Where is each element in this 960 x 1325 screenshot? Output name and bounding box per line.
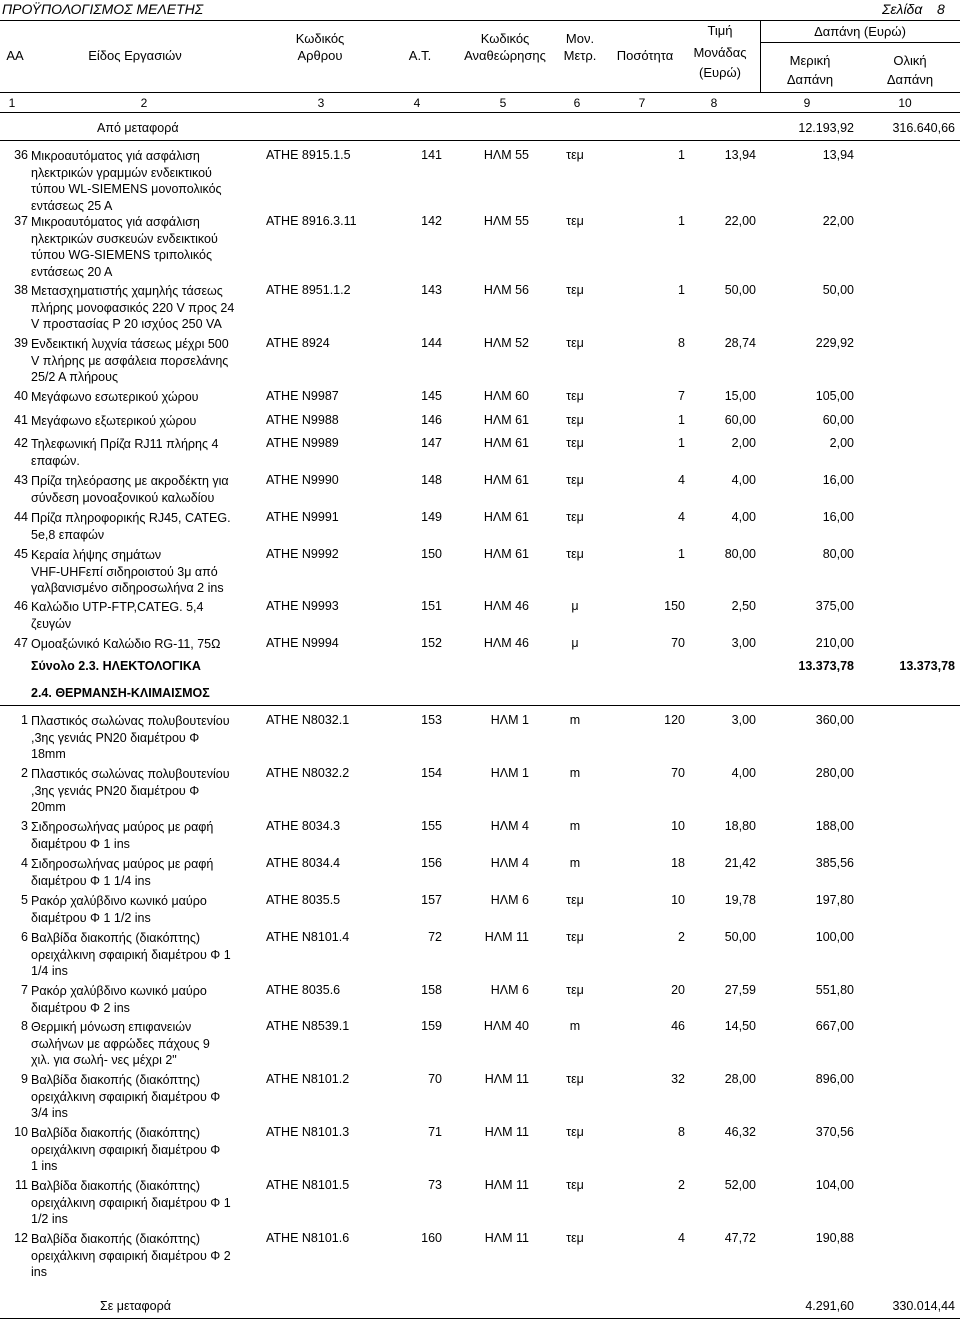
col-unit-price-1: Τιμή xyxy=(707,23,733,38)
row-description: Βαλβίδα διακοπής (διακόπτης) ορειχάλκινη σφαιρική διαμέτρου Φ 1 1/4 ins xyxy=(31,931,231,978)
row-at: 143 xyxy=(421,283,442,297)
row-description: Βαλβίδα διακοπής (διακόπτης) ορειχάλκινη σφαιρική διαμέτρου Φ 1 ins xyxy=(31,1126,221,1173)
row-number: 8 xyxy=(21,1019,28,1033)
row-article-code: ΑΤΗΕ Ν9989 xyxy=(266,436,339,450)
row-quantity: 1 xyxy=(678,413,685,427)
row-unit-price: 15,00 xyxy=(724,389,756,403)
row-unit-price: 27,59 xyxy=(724,983,756,997)
col-cost-group: Δαπάνη (Ευρώ) xyxy=(814,24,906,39)
row-number: 9 xyxy=(21,1072,28,1086)
row-at: 150 xyxy=(421,547,442,561)
row-at: 151 xyxy=(421,599,442,613)
row-partial: 13,94 xyxy=(822,148,854,162)
header-top-rule xyxy=(0,20,960,21)
row-partial: 16,00 xyxy=(822,510,854,524)
row-article-code: ΑΤΗΕ Ν9988 xyxy=(266,413,339,427)
row-at: 147 xyxy=(421,436,442,450)
row-quantity: 1 xyxy=(678,283,685,297)
page-number: 8 xyxy=(937,1,945,17)
carry-out-rule xyxy=(0,1318,960,1319)
row-revision-code: ΗΛΜ 11 xyxy=(484,1125,529,1139)
row-number: 44 xyxy=(14,510,28,524)
row-unit: τεμ xyxy=(566,436,584,450)
row-description: Μικροαυτόματος γιά ασφάλιση ηλεκτρικών γραμμών ενδεικτικού τύπου WL-SIEMENS μονοπολικός εντάσεως 25 Α xyxy=(31,149,222,213)
row-unit-price: 22,00 xyxy=(724,214,756,228)
row-unit: τεμ xyxy=(566,214,584,228)
row-revision-code: ΗΛΜ 55 xyxy=(483,214,529,228)
col-total-1: Ολική xyxy=(893,53,927,68)
row-description: Σιδηροσωλήνας μαύρος με ραφή διαμέτρου Φ 1 1/4 ins xyxy=(31,857,214,888)
row-unit-price: 3,00 xyxy=(731,636,756,650)
row-article-code: ΑΤΗΕ Ν8101.6 xyxy=(266,1231,350,1245)
row-partial: 16,00 xyxy=(822,473,854,487)
row-article-code: ΑΤΗΕ Ν9992 xyxy=(266,547,339,561)
row-quantity: 120 xyxy=(664,713,685,727)
row-partial: 385,56 xyxy=(815,856,854,870)
row-description: Ενδεικτική λυχνία τάσεως μέχρι 500 V πλήρης με ασφάλεια πορσελάνης 25/2 Α πλήρους xyxy=(31,337,229,384)
row-article-code: ΑΤΗΕ Ν9987 xyxy=(266,389,339,403)
row-article-code: ΑΤΗΕ Ν8101.3 xyxy=(266,1125,350,1139)
row-revision-code: ΗΛΜ 11 xyxy=(484,1231,529,1245)
row-unit-price: 4,00 xyxy=(731,473,756,487)
column-number: 9 xyxy=(803,96,811,110)
row-unit-price: 2,00 xyxy=(731,436,756,450)
row-unit: τεμ xyxy=(566,1178,584,1192)
row-quantity: 10 xyxy=(671,819,685,833)
row-revision-code: ΗΛΜ 52 xyxy=(483,336,529,350)
row-unit-price: 4,00 xyxy=(731,510,756,524)
row-number: 40 xyxy=(14,389,28,403)
subtotal-partial: 13.373,78 xyxy=(798,659,854,673)
row-unit: m xyxy=(569,856,581,870)
row-partial: 100,00 xyxy=(815,930,854,944)
row-description: Μετασχηματιστής χαμηλής τάσεως πλήρης μονοφασικός 220 V προς 24 V προστασίας P 20 ισχύος 250 VA xyxy=(31,284,235,331)
row-quantity: 70 xyxy=(671,636,685,650)
row-article-code: ΑΤΗΕ Ν8101.2 xyxy=(266,1072,350,1086)
section-heading: 2.4. ΘΕΡΜΑΝΣΗ-ΚΛΙΜΑΙΣΜΟΣ xyxy=(31,686,210,700)
row-unit: μ xyxy=(571,636,579,650)
row-revision-code: ΗΛΜ 46 xyxy=(483,599,529,613)
row-at: 152 xyxy=(421,636,442,650)
row-quantity: 4 xyxy=(678,1231,685,1245)
row-revision-code: ΗΛΜ 61 xyxy=(483,473,529,487)
row-unit: m xyxy=(569,713,581,727)
row-article-code: ΑΤΗΕ Ν8539.1 xyxy=(266,1019,350,1033)
row-article-code: ΑΤΗΕ Ν9991 xyxy=(266,510,339,524)
column-number: 2 xyxy=(140,96,148,110)
row-quantity: 2 xyxy=(678,1178,685,1192)
col-article-code-1: Κωδικός xyxy=(295,31,345,46)
row-article-code: ΑΤΗΕ Ν8032.2 xyxy=(266,766,350,780)
col-partial-1: Μερική xyxy=(789,53,831,68)
row-unit-price: 80,00 xyxy=(724,547,756,561)
row-partial: 370,56 xyxy=(815,1125,854,1139)
row-at: 144 xyxy=(421,336,442,350)
row-partial: 896,00 xyxy=(815,1072,854,1086)
row-quantity: 2 xyxy=(678,930,685,944)
col-partial-2: Δαπάνη xyxy=(786,72,834,87)
row-number: 10 xyxy=(14,1125,28,1139)
row-partial: 190,88 xyxy=(815,1231,854,1245)
row-article-code: ΑΤΗΕ 8916.3.11 xyxy=(266,214,357,228)
row-quantity: 20 xyxy=(671,983,685,997)
row-number: 7 xyxy=(21,983,28,997)
column-number: 10 xyxy=(898,96,912,110)
row-description: Πλαστικός σωλώνας πολυβουτενίου ,3ης γενιάς PN20 διαμέτρου Φ 18mm xyxy=(31,714,230,761)
row-description: Βαλβίδα διακοπής (διακόπτης) ορειχάλκινη σφαιρική διαμέτρου Φ 3/4 ins xyxy=(31,1073,221,1120)
row-at: 153 xyxy=(421,713,442,727)
row-article-code: ΑΤΗΕ 8915.1.5 xyxy=(266,148,351,162)
row-article-code: ΑΤΗΕ Ν8101.5 xyxy=(266,1178,350,1192)
row-description: Ρακόρ χαλύβδινο κωνικό μαύρο διαμέτρου Φ 2 ins xyxy=(31,984,207,1015)
row-description: Μεγάφωνο εσωτερικού χώρου xyxy=(31,390,199,404)
row-revision-code: ΗΛΜ 11 xyxy=(484,1178,529,1192)
row-description: Πρίζα τηλεόρασης με ακροδέκτη για σύνδεση μονοαξονικού καλωδίου xyxy=(31,474,229,505)
row-number: 38 xyxy=(14,283,28,297)
row-at: 155 xyxy=(421,819,442,833)
row-quantity: 4 xyxy=(678,473,685,487)
row-article-code: ΑΤΗΕ 8034.4 xyxy=(266,856,341,870)
row-unit: τεμ xyxy=(566,1125,584,1139)
column-number: 7 xyxy=(638,96,646,110)
row-number: 39 xyxy=(14,336,28,350)
row-at: 154 xyxy=(421,766,442,780)
row-revision-code: ΗΛΜ 1 xyxy=(490,713,529,727)
row-quantity: 4 xyxy=(678,510,685,524)
row-revision-code: ΗΛΜ 6 xyxy=(490,893,529,907)
row-quantity: 7 xyxy=(678,389,685,403)
row-revision-code: ΗΛΜ 40 xyxy=(483,1019,529,1033)
row-quantity: 46 xyxy=(671,1019,685,1033)
row-quantity: 8 xyxy=(678,336,685,350)
row-description: Πρίζα πληροφορικής RJ45, CATEG. 5e,8 επαφών xyxy=(31,511,231,542)
carry-out-label: Σε μεταφορά xyxy=(100,1299,171,1313)
row-revision-code: ΗΛΜ 61 xyxy=(483,510,529,524)
row-description: Βαλβίδα διακοπής (διακόπτης) ορειχάλκινη σφαιρική διαμέτρου Φ 1 1/2 ins xyxy=(31,1179,231,1226)
row-number: 1 xyxy=(21,713,28,727)
row-number: 43 xyxy=(14,473,28,487)
row-unit-price: 50,00 xyxy=(724,930,756,944)
row-partial: 22,00 xyxy=(822,214,854,228)
row-number: 2 xyxy=(21,766,28,780)
page-label: Σελίδα xyxy=(882,1,923,17)
row-at: 156 xyxy=(421,856,442,870)
col-article-code-2: Αρθρου xyxy=(297,48,343,63)
row-partial: 210,00 xyxy=(815,636,854,650)
row-revision-code: ΗΛΜ 6 xyxy=(490,983,529,997)
row-partial: 2,00 xyxy=(829,436,854,450)
row-unit-price: 52,00 xyxy=(724,1178,756,1192)
row-number: 6 xyxy=(21,930,28,944)
carry-in-total: 316.640,66 xyxy=(892,121,955,135)
row-unit-price: 4,00 xyxy=(731,766,756,780)
row-article-code: ΑΤΗΕ Ν9990 xyxy=(266,473,339,487)
row-unit-price: 13,94 xyxy=(724,148,756,162)
subtotal-total: 13.373,78 xyxy=(899,659,955,673)
row-quantity: 1 xyxy=(678,547,685,561)
row-at: 73 xyxy=(428,1178,442,1192)
row-description: Καλώδιο UTP-FTP,CATEG. 5,4 ζευγών xyxy=(31,600,204,631)
carry-out-partial: 4.291,60 xyxy=(805,1299,854,1313)
row-quantity: 32 xyxy=(671,1072,685,1086)
row-at: 159 xyxy=(421,1019,442,1033)
cost-group-rule xyxy=(760,42,960,43)
row-partial: 105,00 xyxy=(815,389,854,403)
row-at: 145 xyxy=(421,389,442,403)
carry-in-rule xyxy=(0,140,960,141)
row-description: Ομοαξώνικό Καλώδιο RG-11, 75Ω xyxy=(31,637,221,651)
row-unit: τεμ xyxy=(566,473,584,487)
column-number: 6 xyxy=(573,96,581,110)
row-article-code: ΑΤΗΕ 8035.6 xyxy=(266,983,341,997)
row-unit: τεμ xyxy=(566,413,584,427)
row-unit: m xyxy=(569,1019,581,1033)
row-at: 70 xyxy=(428,1072,442,1086)
row-at: 149 xyxy=(421,510,442,524)
row-revision-code: ΗΛΜ 11 xyxy=(484,1072,529,1086)
row-quantity: 1 xyxy=(678,148,685,162)
row-article-code: ΑΤΗΕ 8034.3 xyxy=(266,819,341,833)
col-revision-code-2: Αναθεώρησης xyxy=(464,48,546,63)
row-at: 148 xyxy=(421,473,442,487)
row-at: 146 xyxy=(421,413,442,427)
row-unit: τεμ xyxy=(566,336,584,350)
row-number: 37 xyxy=(14,214,28,228)
row-unit: τεμ xyxy=(566,893,584,907)
row-unit: τεμ xyxy=(566,1072,584,1086)
column-number: 5 xyxy=(499,96,507,110)
row-unit-price: 46,32 xyxy=(724,1125,756,1139)
row-partial: 50,00 xyxy=(822,283,854,297)
row-at: 160 xyxy=(421,1231,442,1245)
row-number: 11 xyxy=(15,1178,28,1192)
carry-in-label: Από μεταφορά xyxy=(97,121,179,135)
row-partial: 229,92 xyxy=(815,336,854,350)
row-unit: τεμ xyxy=(566,930,584,944)
row-partial: 188,00 xyxy=(815,819,854,833)
column-number: 3 xyxy=(317,96,325,110)
row-revision-code: ΗΛΜ 61 xyxy=(483,436,529,450)
row-partial: 551,80 xyxy=(815,983,854,997)
col-total-2: Δαπάνη xyxy=(886,72,934,87)
col-unit-1: Μον. xyxy=(565,31,595,46)
row-number: 45 xyxy=(14,547,28,561)
row-unit: τεμ xyxy=(566,510,584,524)
row-description: Θερμική μόνωση επιφανειών σωλήνων με αφρώδες πάχους 9 χιλ. για σωλή- νες μέχρι 2" xyxy=(31,1020,210,1067)
row-quantity: 150 xyxy=(664,599,685,613)
row-unit-price: 18,80 xyxy=(724,819,756,833)
row-revision-code: ΗΛΜ 1 xyxy=(490,766,529,780)
row-unit: μ xyxy=(571,599,579,613)
subtotal-label: Σύνολο 2.3. ΗΛΕΚΤΟΛΟΓΙΚΑ xyxy=(31,659,201,673)
col-at: Α.Τ. xyxy=(408,48,432,63)
row-number: 12 xyxy=(14,1231,28,1245)
row-unit-price: 50,00 xyxy=(724,283,756,297)
col-unit-2: Μετρ. xyxy=(563,48,597,63)
row-number: 41 xyxy=(14,413,28,427)
row-description: Πλαστικός σωλώνας πολυβουτενίου ,3ης γενιάς PN20 διαμέτρου Φ 20mm xyxy=(31,767,230,814)
row-article-code: ΑΤΗΕ Ν8032.1 xyxy=(266,713,350,727)
section-rule xyxy=(0,705,960,706)
col-unit-price-2: Μονάδας xyxy=(693,45,747,60)
row-partial: 80,00 xyxy=(822,547,854,561)
row-at: 71 xyxy=(428,1125,442,1139)
row-description: Βαλβίδα διακοπής (διακόπτης) ορειχάλκινη σφαιρική διαμέτρου Φ 2 ins xyxy=(31,1232,231,1279)
row-unit: m xyxy=(569,766,581,780)
row-quantity: 10 xyxy=(671,893,685,907)
row-description: Τηλεφωνική Πρίζα RJ11 πλήρης 4 επαφών. xyxy=(31,437,219,468)
row-unit: m xyxy=(569,819,581,833)
row-revision-code: ΗΛΜ 61 xyxy=(483,413,529,427)
row-partial: 280,00 xyxy=(815,766,854,780)
row-unit-price: 28,74 xyxy=(724,336,756,350)
row-article-code: ΑΤΗΕ Ν9994 xyxy=(266,636,339,650)
row-article-code: ΑΤΗΕ Ν8101.4 xyxy=(266,930,350,944)
row-partial: 197,80 xyxy=(815,893,854,907)
row-unit: τεμ xyxy=(566,547,584,561)
row-unit-price: 47,72 xyxy=(724,1231,756,1245)
row-number: 5 xyxy=(21,893,28,907)
row-partial: 104,00 xyxy=(815,1178,854,1192)
row-unit-price: 14,50 xyxy=(724,1019,756,1033)
row-revision-code: ΗΛΜ 55 xyxy=(483,148,529,162)
row-unit: τεμ xyxy=(566,148,584,162)
row-unit-price: 19,78 xyxy=(724,893,756,907)
row-number: 47 xyxy=(14,636,28,650)
row-revision-code: ΗΛΜ 56 xyxy=(483,283,529,297)
row-article-code: ΑΤΗΕ Ν9993 xyxy=(266,599,339,613)
document-title: ΠΡΟΫΠΟΛΟΓΙΣΜΟΣ ΜΕΛΕΤΗΣ xyxy=(2,1,204,17)
row-number: 3 xyxy=(21,819,28,833)
row-description: Σιδηροσωλήνας μαύρος με ραφή διαμέτρου Φ 1 ins xyxy=(31,820,214,851)
row-revision-code: ΗΛΜ 11 xyxy=(484,930,529,944)
row-at: 72 xyxy=(428,930,442,944)
col-work-type: Είδος Εργασιών xyxy=(88,48,182,63)
row-description: Μικροαυτόματος γιά ασφάλιση ηλεκτρικών συσκευών ενδεικτικού τύπου WG-SIEMENS τριπολικός εντάσεως 20 Α xyxy=(31,215,218,279)
row-revision-code: ΗΛΜ 4 xyxy=(490,856,529,870)
row-description: Ρακόρ χαλύβδινο κωνικό μαύρο διαμέτρου Φ 1 1/2 ins xyxy=(31,894,207,925)
row-at: 157 xyxy=(421,893,442,907)
row-number: 46 xyxy=(14,599,28,613)
row-unit-price: 60,00 xyxy=(724,413,756,427)
row-unit: τεμ xyxy=(566,983,584,997)
row-at: 158 xyxy=(421,983,442,997)
row-partial: 360,00 xyxy=(815,713,854,727)
row-partial: 667,00 xyxy=(815,1019,854,1033)
row-unit-price: 2,50 xyxy=(731,599,756,613)
row-unit-price: 28,00 xyxy=(724,1072,756,1086)
row-unit-price: 21,42 xyxy=(724,856,756,870)
col-aa: ΑΑ xyxy=(6,48,24,63)
row-unit: τεμ xyxy=(566,389,584,403)
row-article-code: ΑΤΗΕ 8924 xyxy=(266,336,330,350)
row-revision-code: ΗΛΜ 61 xyxy=(483,547,529,561)
row-quantity: 1 xyxy=(678,436,685,450)
column-number: 4 xyxy=(413,96,421,110)
column-number: 1 xyxy=(8,96,16,110)
row-revision-code: ΗΛΜ 46 xyxy=(483,636,529,650)
row-quantity: 8 xyxy=(678,1125,685,1139)
row-number: 42 xyxy=(14,436,28,450)
col-quantity: Ποσότητα xyxy=(616,48,674,63)
row-description: Μεγάφωνο εξωτερικού χώρου xyxy=(31,414,197,428)
row-partial: 60,00 xyxy=(822,413,854,427)
row-revision-code: ΗΛΜ 4 xyxy=(490,819,529,833)
row-quantity: 1 xyxy=(678,214,685,228)
row-description: Κεραία λήψης σημάτων VHF-UHFεπί σιδηροιστού 3μ από γαλβανισμένο σιδηροσωλήνα 2 ins xyxy=(31,548,224,595)
header-bottom-rule xyxy=(0,112,960,113)
row-number: 4 xyxy=(21,856,28,870)
carry-in-partial: 12.193,92 xyxy=(798,121,854,135)
row-number: 36 xyxy=(14,148,28,162)
row-quantity: 18 xyxy=(671,856,685,870)
column-number: 8 xyxy=(710,96,718,110)
row-revision-code: ΗΛΜ 60 xyxy=(483,389,529,403)
row-unit: τεμ xyxy=(566,283,584,297)
carry-out-total: 330.014,44 xyxy=(892,1299,955,1313)
row-at: 142 xyxy=(421,214,442,228)
row-quantity: 70 xyxy=(671,766,685,780)
row-partial: 375,00 xyxy=(815,599,854,613)
row-article-code: ΑΤΗΕ 8951.1.2 xyxy=(266,283,351,297)
row-unit-price: 3,00 xyxy=(731,713,756,727)
col-unit-price-3: (Ευρώ) xyxy=(699,65,741,80)
row-at: 141 xyxy=(421,148,442,162)
col-revision-code-1: Κωδικός xyxy=(480,31,530,46)
row-article-code: ΑΤΗΕ 8035.5 xyxy=(266,893,341,907)
row-unit: τεμ xyxy=(566,1231,584,1245)
header-mid-rule xyxy=(0,92,960,93)
